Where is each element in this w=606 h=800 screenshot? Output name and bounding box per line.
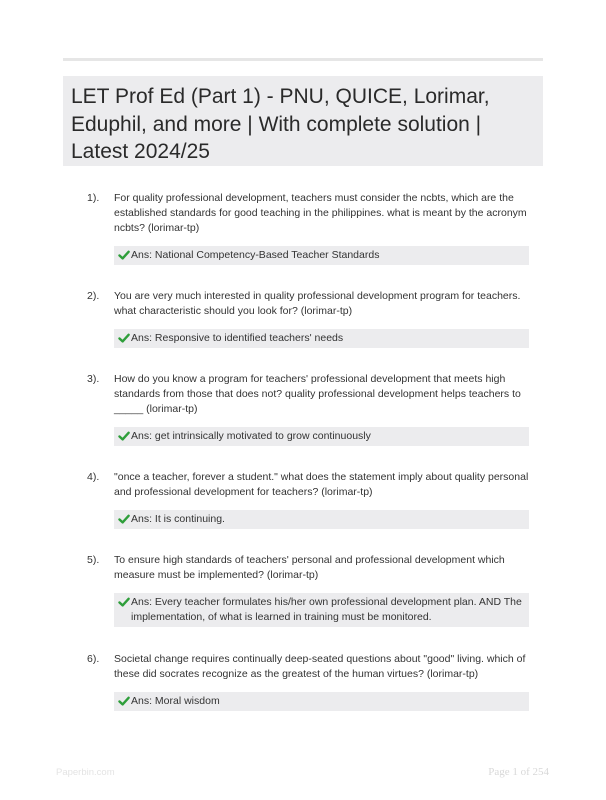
question-text: To ensure high standards of teachers' personal and professional development which measure must be implemented? (lorimar-tp) (114, 554, 505, 581)
page-number: Page 1 of 254 (488, 766, 549, 778)
top-divider (63, 58, 543, 61)
check-icon (118, 332, 130, 344)
check-icon (118, 249, 130, 261)
question-text: "once a teacher, forever a student." what does the statement imply about quality personal and professional development for teachers? (lorimar-tp) (114, 471, 529, 498)
answer-box (114, 593, 529, 627)
answer-text: Ans: It is continuing. (131, 513, 225, 525)
question-text: Societal change requires continually deep-seated questions about "good" living. which of these did socrates recognize as the greatest of the human virtues? (lorimar-tp) (114, 653, 526, 680)
question-text: For quality professional development, teachers must consider the ncbts, which are the established standards for good teaching in the philippines. what is meant by the acronym ncbts? (lorimar-tp) (114, 192, 527, 234)
question-number: 2). (87, 290, 100, 302)
check-icon (118, 513, 130, 525)
question-number: 6). (87, 653, 100, 665)
question-number: 5). (87, 554, 100, 566)
title-box (63, 76, 543, 166)
answer-text: Ans: National Competency-Based Teacher Standards (131, 249, 380, 261)
answer-text: Ans: get intrinsically motivated to grow continuously (131, 430, 371, 442)
question-text: How do you know a program for teachers' professional development that meets high standards from those that does not? quality professional development helps teachers to _____ (lorimar-tp) (114, 373, 521, 415)
answer-box (114, 246, 529, 265)
check-icon (118, 695, 130, 707)
answer-text: Ans: Every teacher formulates his/her own professional development plan. AND The implementation, of what is learned in training must be monitored. (131, 596, 522, 623)
footer-watermark: Paperbin.com (56, 767, 115, 778)
answer-text: Ans: Moral wisdom (131, 695, 220, 707)
document-title: LET Prof Ed (Part 1) - PNU, QUICE, Lorimar, Eduphil, and more | With complete solution | Latest 2024/25 (71, 85, 490, 163)
check-icon (118, 430, 130, 442)
question-number: 1). (87, 192, 100, 204)
question-text: You are very much interested in quality professional development program for teachers. what characteristic should you look for? (lorimar-tp) (114, 290, 521, 317)
check-icon (118, 596, 130, 608)
answer-box (114, 329, 529, 348)
answer-box (114, 510, 529, 529)
answer-box (114, 692, 529, 711)
answer-box (114, 427, 529, 446)
question-number: 3). (87, 373, 100, 385)
question-number: 4). (87, 471, 100, 483)
answer-text: Ans: Responsive to identified teachers' needs (131, 332, 344, 344)
